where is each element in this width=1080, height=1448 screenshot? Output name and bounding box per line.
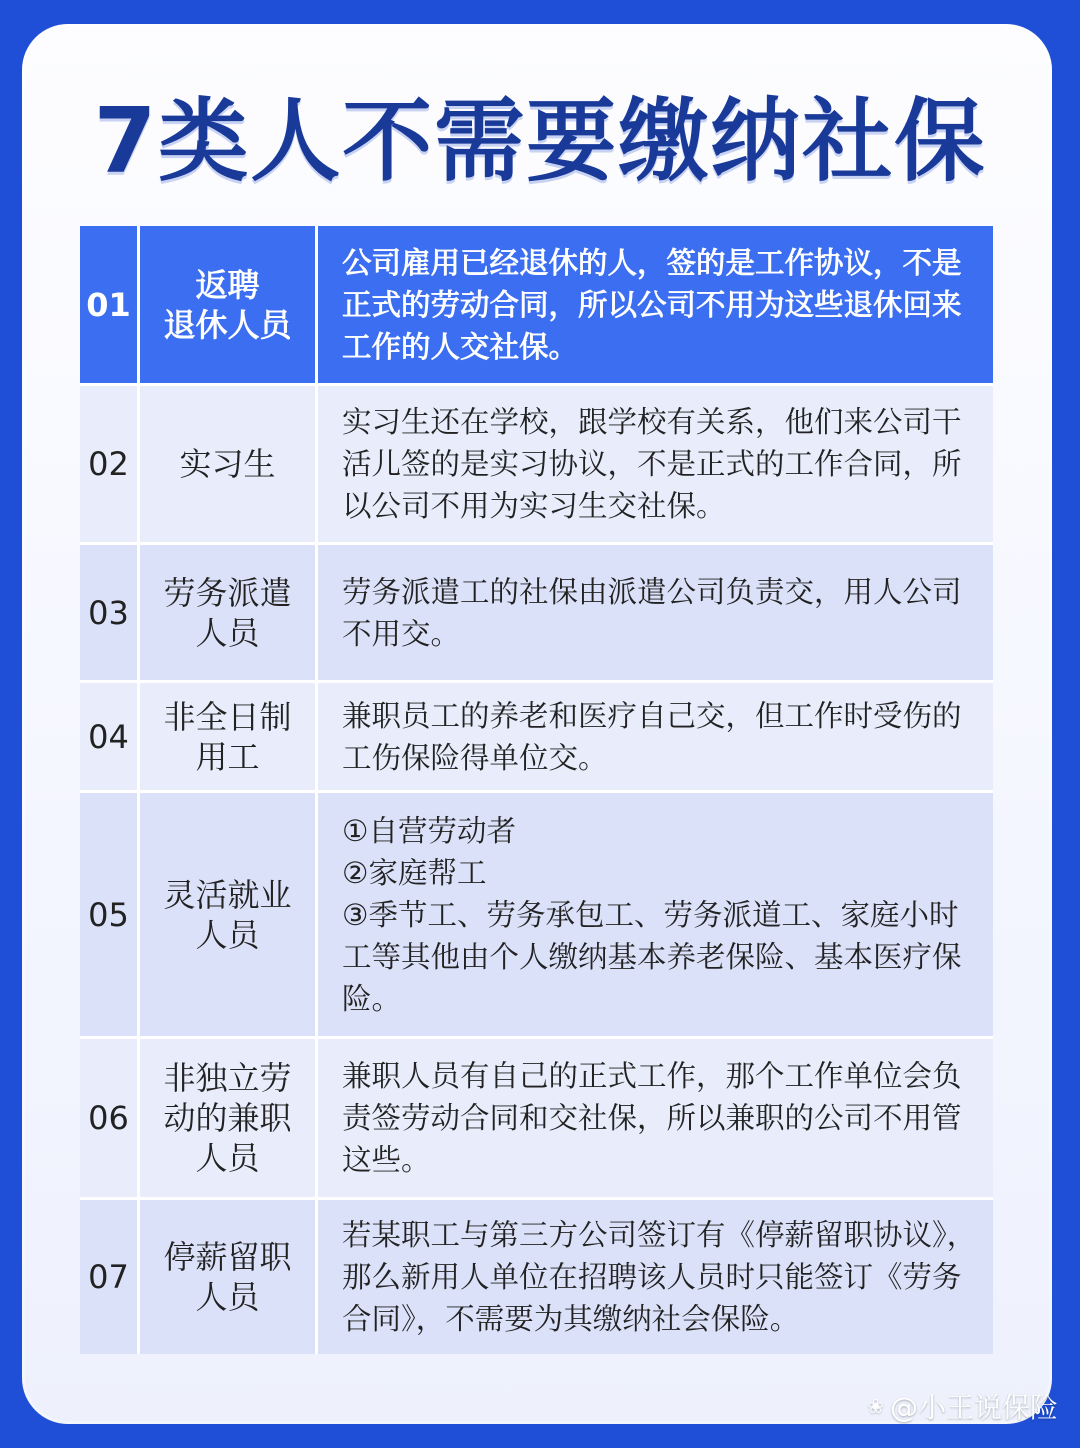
table-row — [80, 1200, 993, 1354]
description-text: 若某职工与第三方公司签订有《停薪留职协议》，那么新用人单位在招聘该人员时只能签订《劳务合同》，不需要为其缴纳社会保险。 — [342, 1218, 977, 1336]
table-row — [80, 793, 993, 1039]
table-row — [80, 683, 993, 793]
row-number: 02 — [80, 386, 140, 542]
description-line: ③季节工、劳务承包工、劳务派道工、家庭小时工等其他由个人缴纳基本养老保险、基本医疗保险。 — [342, 897, 962, 1016]
info-table — [80, 226, 993, 1354]
paw-icon: ❀ — [867, 1394, 884, 1418]
table-row — [80, 226, 993, 386]
row-category — [140, 545, 318, 680]
row-description — [318, 545, 993, 680]
row-category — [140, 1039, 318, 1197]
page-title: 7类人不需要缴纳社保 — [93, 89, 987, 194]
description-line: ①自营劳动者 — [342, 813, 516, 848]
description-text: 兼职员工的养老和医疗自己交，但工作时受伤的工伤保险得单位交。 — [342, 698, 962, 775]
row-description — [318, 1200, 993, 1354]
row-description — [318, 793, 993, 1036]
description-text: 公司雇用已经退休的人，签的是工作协议，不是正式的劳动合同，所以公司不用为这些退休回来工作的人交社保。 — [342, 245, 962, 364]
row-category — [140, 226, 318, 383]
category-label: 实习生 — [179, 445, 276, 483]
row-category — [140, 1200, 318, 1354]
description-text: 实习生还在学校，跟学校有关系，他们来公司干活儿签的是实习协议，不是正式的工作合同，所以公司不用为实习生交社保。 — [342, 405, 962, 523]
row-number: 04 — [80, 683, 140, 790]
row-number: 05 — [80, 793, 140, 1036]
table-row — [80, 1039, 993, 1200]
row-number: 06 — [80, 1039, 140, 1197]
watermark — [867, 1386, 1058, 1426]
row-category — [140, 793, 318, 1036]
row-description — [318, 683, 993, 790]
table-row — [80, 386, 993, 545]
description-text: 兼职人员有自己的正式工作，那个工作单位会负责签劳动合同和交社保，所以兼职的公司不用管这些。 — [342, 1059, 962, 1177]
table-row — [80, 545, 993, 683]
category-label: 非独立劳 动的兼职 人员 — [163, 1059, 292, 1177]
category-label: 劳务派遣 人员 — [163, 573, 292, 652]
category-label: 非全日制 用工 — [163, 697, 292, 776]
category-label: 停薪留职 人员 — [163, 1238, 292, 1316]
row-category — [140, 386, 318, 542]
row-number: 07 — [80, 1200, 140, 1354]
row-category — [140, 683, 318, 790]
category-label: 灵活就业 人员 — [163, 875, 292, 954]
row-description — [318, 386, 993, 542]
description-list — [342, 810, 979, 1020]
category-label: 返聘 退休人员 — [163, 265, 292, 344]
description-line: ②家庭帮工 — [342, 855, 487, 890]
description-text: 劳务派遣工的社保由派遣公司负责交，用人公司不用交。 — [342, 574, 962, 651]
row-description — [318, 1039, 993, 1197]
watermark-text: @小王说保险 — [889, 1391, 1058, 1424]
row-number: 01 — [80, 226, 140, 383]
row-description — [318, 226, 993, 383]
row-number: 03 — [80, 545, 140, 680]
